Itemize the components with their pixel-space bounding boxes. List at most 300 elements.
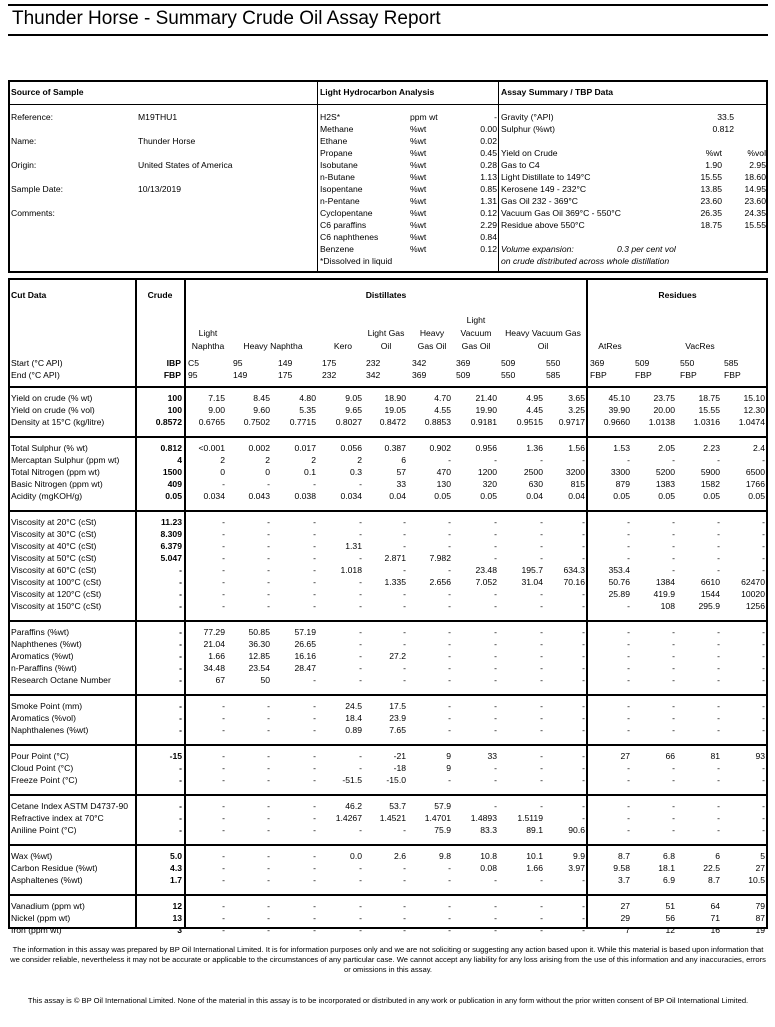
crude-value: 0.812 <box>160 443 182 453</box>
data-cell: - <box>313 565 316 575</box>
lhc-name: Methane <box>320 124 354 134</box>
row-label: Viscosity at 30°C (cSt) <box>11 529 97 539</box>
data-cell: 57.19 <box>294 627 316 637</box>
data-cell: 7.982 <box>429 553 451 563</box>
divider <box>9 104 767 105</box>
data-cell: - <box>359 601 362 611</box>
data-cell: 19 <box>755 925 765 935</box>
data-cell: 57.9 <box>434 801 451 811</box>
data-cell: - <box>540 589 543 599</box>
data-cell: 3200 <box>565 467 585 477</box>
crude-value: -15 <box>169 751 182 761</box>
data-cell: - <box>762 675 765 685</box>
data-cell: 1.66 <box>208 651 225 661</box>
lhc-value: 0.28 <box>480 160 497 170</box>
data-cell: 2.23 <box>703 443 720 453</box>
data-cell: 0.002 <box>248 443 270 453</box>
crude-value: 1.7 <box>170 875 182 885</box>
data-cell: - <box>540 801 543 811</box>
data-cell: - <box>313 589 316 599</box>
data-cell: - <box>403 901 406 911</box>
row-label: Aromatics (%vol) <box>11 713 76 723</box>
data-cell: - <box>494 663 497 673</box>
data-cell: - <box>582 775 585 785</box>
data-cell: 295.9 <box>698 601 720 611</box>
data-cell: - <box>717 529 720 539</box>
data-cell: - <box>494 553 497 563</box>
data-cell: 0.038 <box>294 491 316 501</box>
lhc-value: 0.12 <box>480 244 497 254</box>
row-label: Research Octane Number <box>11 675 111 685</box>
data-cell: 56 <box>665 913 675 923</box>
data-cell: 9 <box>446 751 451 761</box>
data-cell: 23.54 <box>248 663 270 673</box>
crude-value: - <box>179 675 182 685</box>
data-cell: - <box>359 925 362 935</box>
data-cell: - <box>627 763 630 773</box>
lhc-unit: %wt <box>410 244 427 254</box>
end-cell: 175 <box>278 370 293 380</box>
data-cell: 22.5 <box>703 863 720 873</box>
data-cell: 1.66 <box>526 863 543 873</box>
data-cell: - <box>717 639 720 649</box>
data-cell: 1582 <box>700 479 720 489</box>
data-cell: 12.85 <box>248 651 270 661</box>
data-cell: 1.53 <box>613 443 630 453</box>
data-cell: - <box>762 775 765 785</box>
data-cell: 9.00 <box>208 405 225 415</box>
data-cell: - <box>313 813 316 823</box>
data-cell: 1.018 <box>340 565 362 575</box>
data-cell: - <box>540 529 543 539</box>
tbp-name: Light Distillate to 149°C <box>501 172 591 182</box>
crude-value: - <box>179 763 182 773</box>
data-cell: - <box>222 725 225 735</box>
data-cell: 62470 <box>741 577 765 587</box>
data-cell: - <box>582 601 585 611</box>
data-cell: - <box>313 775 316 785</box>
data-cell: 9.65 <box>345 405 362 415</box>
data-cell: 1256 <box>745 601 765 611</box>
data-cell: - <box>267 875 270 885</box>
lhc-unit: %wt <box>410 160 427 170</box>
data-cell: - <box>494 455 497 465</box>
data-cell: - <box>267 775 270 785</box>
data-cell: - <box>267 529 270 539</box>
crude-value: 12 <box>172 901 182 911</box>
data-cell: 2.656 <box>429 577 451 587</box>
data-cell: - <box>222 763 225 773</box>
data-cell: - <box>717 675 720 685</box>
data-cell: - <box>403 825 406 835</box>
data-cell: 879 <box>615 479 630 489</box>
data-cell: - <box>540 627 543 637</box>
end-cell: 509 <box>456 370 471 380</box>
lhc-value: 0.00 <box>480 124 497 134</box>
data-cell: 320 <box>482 479 497 489</box>
row-label: Cetane Index ASTM D4737-90 <box>11 801 129 811</box>
lhc-name: *Dissolved in liquid <box>320 256 393 266</box>
data-cell: - <box>448 925 451 935</box>
data-cell: - <box>313 763 316 773</box>
data-cell: - <box>222 529 225 539</box>
data-cell: - <box>672 455 675 465</box>
data-cell: - <box>313 577 316 587</box>
data-cell: - <box>717 627 720 637</box>
data-cell: 5 <box>760 851 765 861</box>
data-cell: - <box>313 913 316 923</box>
expansion-label: Volume expansion: <box>501 244 574 254</box>
data-cell: - <box>448 701 451 711</box>
data-cell: - <box>222 863 225 873</box>
data-cell: - <box>359 663 362 673</box>
source-label: Name: <box>11 136 37 146</box>
data-cell: <0.001 <box>198 443 225 453</box>
data-cell: - <box>403 601 406 611</box>
column-header: Heavy Naphtha <box>243 341 303 351</box>
source-header: Source of Sample <box>11 87 84 97</box>
data-cell: - <box>448 601 451 611</box>
data-cell: 39.90 <box>608 405 630 415</box>
crude-value: 6.379 <box>160 541 182 551</box>
end-cell: 95 <box>188 370 198 380</box>
data-cell: 75.9 <box>434 825 451 835</box>
data-cell: - <box>627 541 630 551</box>
data-cell: - <box>403 663 406 673</box>
row-label: Iron (ppm wt) <box>11 925 62 935</box>
data-cell: - <box>762 663 765 673</box>
divider <box>317 81 318 272</box>
crude-value: - <box>179 651 182 661</box>
data-cell: 0.04 <box>389 491 406 501</box>
data-cell: - <box>359 751 362 761</box>
data-cell: - <box>627 639 630 649</box>
data-cell: - <box>540 517 543 527</box>
data-cell: - <box>540 601 543 611</box>
data-cell: - <box>540 763 543 773</box>
data-cell: - <box>540 639 543 649</box>
data-cell: 0.8472 <box>379 417 406 427</box>
data-cell: 9 <box>446 763 451 773</box>
data-cell: - <box>313 851 316 861</box>
data-cell: - <box>672 701 675 711</box>
lhc-value: 0.02 <box>480 136 497 146</box>
data-cell: - <box>762 813 765 823</box>
data-cell: - <box>494 763 497 773</box>
data-cell: - <box>359 627 362 637</box>
data-cell: 1.0138 <box>648 417 675 427</box>
tbp-wt: 1.90 <box>705 160 722 170</box>
data-cell: - <box>582 901 585 911</box>
expansion-value: 0.3 per cent vol <box>617 244 676 254</box>
data-cell: - <box>359 639 362 649</box>
row-label: Nickel (ppm wt) <box>11 913 71 923</box>
lhc-value: 0.84 <box>480 232 497 242</box>
data-cell: - <box>672 529 675 539</box>
data-cell: - <box>267 577 270 587</box>
data-cell: 6 <box>401 455 406 465</box>
crude-value: 100 <box>167 405 182 415</box>
data-cell: 5200 <box>655 467 675 477</box>
data-cell: - <box>267 601 270 611</box>
tbp-wt: 15.55 <box>700 172 722 182</box>
data-cell: - <box>448 589 451 599</box>
gravity-label: Gravity (°API) <box>501 112 554 122</box>
data-cell: - <box>494 713 497 723</box>
data-cell: - <box>267 751 270 761</box>
data-cell: - <box>762 639 765 649</box>
group-divider <box>9 894 767 896</box>
data-cell: - <box>672 517 675 527</box>
row-label: Vanadium (ppm wt) <box>11 901 85 911</box>
data-cell: 0.9515 <box>516 417 543 427</box>
tbp-wt: 13.85 <box>700 184 722 194</box>
data-cell: - <box>267 479 270 489</box>
end-cell: 550 <box>501 370 516 380</box>
data-cell: 6.9 <box>663 875 675 885</box>
data-cell: 77.29 <box>203 627 225 637</box>
data-cell: - <box>582 529 585 539</box>
data-cell: - <box>313 875 316 885</box>
data-cell: - <box>494 913 497 923</box>
data-cell: - <box>267 713 270 723</box>
data-cell: - <box>627 455 630 465</box>
data-cell: - <box>267 801 270 811</box>
data-cell: 8.7 <box>618 851 630 861</box>
data-cell: - <box>359 479 362 489</box>
data-cell: 0.034 <box>203 491 225 501</box>
data-cell: 57 <box>396 467 406 477</box>
lhc-name: Benzene <box>320 244 354 254</box>
data-cell: - <box>717 813 720 823</box>
data-cell: 9.58 <box>613 863 630 873</box>
data-cell: - <box>717 801 720 811</box>
data-cell: 3.97 <box>568 863 585 873</box>
data-cell: 8.7 <box>708 875 720 885</box>
end-cell: 149 <box>233 370 248 380</box>
lhc-value: 0.85 <box>480 184 497 194</box>
start-cell: 342 <box>412 358 427 368</box>
data-cell: - <box>359 763 362 773</box>
data-cell: 2500 <box>523 467 543 477</box>
column-header: Oil <box>380 341 392 351</box>
data-cell: - <box>540 663 543 673</box>
data-cell: 108 <box>660 601 675 611</box>
data-cell: - <box>267 565 270 575</box>
data-cell: 630 <box>528 479 543 489</box>
data-cell: - <box>717 701 720 711</box>
data-cell: - <box>582 913 585 923</box>
cut-data-header: Cut Data <box>11 290 47 300</box>
data-cell: 15.55 <box>698 405 720 415</box>
data-cell: 0.04 <box>568 491 585 501</box>
data-cell: 0.056 <box>340 443 362 453</box>
data-cell: - <box>448 875 451 885</box>
source-label: Sample Date: <box>11 184 64 194</box>
data-cell: - <box>359 875 362 885</box>
row-label: Naphthenes (%wt) <box>11 639 82 649</box>
data-cell: - <box>448 627 451 637</box>
end-label: End (°C API) <box>11 370 60 380</box>
data-cell: - <box>627 725 630 735</box>
data-cell: - <box>267 725 270 735</box>
data-cell: - <box>267 517 270 527</box>
data-cell: 1.5119 <box>517 813 543 823</box>
data-cell: - <box>717 651 720 661</box>
data-cell: - <box>359 913 362 923</box>
data-cell: - <box>448 913 451 923</box>
data-cell: -21 <box>393 751 406 761</box>
data-cell: 1.0316 <box>693 417 720 427</box>
data-cell: - <box>267 701 270 711</box>
col-wt: %wt <box>705 148 722 158</box>
data-cell: 0.956 <box>475 443 497 453</box>
crude-value: - <box>179 725 182 735</box>
expansion-note: on crude distributed across whole distillation <box>501 256 670 266</box>
disclaimer: The information in this assay was prepared by BP Oil International Limited. It is for information purposes only and we are not soliciting or suggesting any action based upon it. While this material is based upon information that we consider reliable, nevertheless it may not be accurate or applicable to the circumstances of any particular case. We cannot accept any liability for any loss arising from the use of this information and any inaccuracies, errors or omissions in this assay. <box>10 945 766 974</box>
row-label: Aniline Point (°C) <box>11 825 77 835</box>
data-cell: 66 <box>665 751 675 761</box>
data-cell: - <box>582 541 585 551</box>
group-divider <box>9 620 767 622</box>
data-cell: - <box>222 565 225 575</box>
data-cell: 36.30 <box>248 639 270 649</box>
data-cell: - <box>582 553 585 563</box>
data-cell: 24.5 <box>345 701 362 711</box>
data-cell: 27 <box>620 751 630 761</box>
data-cell: - <box>672 775 675 785</box>
data-cell: 0.3 <box>350 467 362 477</box>
crude-value: 0.8572 <box>155 417 182 427</box>
data-cell: 1.56 <box>568 443 585 453</box>
source-label: Reference: <box>11 112 54 122</box>
row-label: Naphthalenes (%wt) <box>11 725 89 735</box>
row-label: n-Paraffins (%wt) <box>11 663 77 673</box>
sulphur-value: 0.812 <box>712 124 734 134</box>
crude-value: 13 <box>172 913 182 923</box>
data-cell: 815 <box>570 479 585 489</box>
lhc-unit: %wt <box>410 220 427 230</box>
data-cell: - <box>762 825 765 835</box>
data-cell: - <box>762 529 765 539</box>
title-bar <box>8 4 768 36</box>
data-cell: 70.16 <box>563 577 585 587</box>
data-cell: - <box>762 553 765 563</box>
data-cell: - <box>540 541 543 551</box>
data-cell: 1.4521 <box>379 813 406 823</box>
data-cell: 2 <box>220 455 225 465</box>
data-cell: - <box>627 825 630 835</box>
data-cell: - <box>762 713 765 723</box>
data-cell: - <box>403 913 406 923</box>
data-cell: - <box>717 763 720 773</box>
data-cell: 18.4 <box>345 713 362 723</box>
data-cell: 1383 <box>655 479 675 489</box>
tbp-name: Gas Oil 232 - 369°C <box>501 196 578 206</box>
row-label: Density at 15°C (kg/litre) <box>11 417 105 427</box>
data-cell: - <box>717 663 720 673</box>
data-cell: 7.052 <box>475 577 497 587</box>
data-cell: - <box>717 455 720 465</box>
data-cell: 1.0474 <box>738 417 765 427</box>
data-cell: - <box>494 725 497 735</box>
data-cell: - <box>267 913 270 923</box>
row-label: Viscosity at 20°C (cSt) <box>11 517 97 527</box>
group-divider <box>9 744 767 746</box>
data-cell: - <box>627 663 630 673</box>
data-cell: - <box>672 541 675 551</box>
data-cell: 21.40 <box>475 393 497 403</box>
data-cell: 16.16 <box>294 651 316 661</box>
row-label: Yield on crude (% wt) <box>11 393 93 403</box>
data-cell: - <box>494 651 497 661</box>
data-cell: 50.85 <box>248 627 270 637</box>
data-cell: 21.04 <box>203 639 225 649</box>
data-cell: - <box>222 813 225 823</box>
data-cell: - <box>540 901 543 911</box>
data-cell: - <box>267 825 270 835</box>
data-cell: - <box>494 925 497 935</box>
data-cell: - <box>494 529 497 539</box>
data-cell: 87 <box>755 913 765 923</box>
data-cell: - <box>313 517 316 527</box>
data-cell: 0.6765 <box>198 417 225 427</box>
data-cell: 12.30 <box>743 405 765 415</box>
data-cell: 3.25 <box>568 405 585 415</box>
data-cell: - <box>448 541 451 551</box>
data-cell: - <box>494 801 497 811</box>
data-cell: 0.05 <box>748 491 765 501</box>
data-cell: - <box>717 565 720 575</box>
crude-value: 3 <box>177 925 182 935</box>
data-cell: - <box>672 725 675 735</box>
data-cell: 46.2 <box>345 801 362 811</box>
data-cell: 51 <box>665 901 675 911</box>
data-cell: - <box>448 663 451 673</box>
data-cell: - <box>540 875 543 885</box>
row-label: Viscosity at 100°C (cSt) <box>11 577 102 587</box>
crude-value: - <box>179 589 182 599</box>
data-cell: 2.6 <box>394 851 406 861</box>
data-cell: 0.9717 <box>558 417 585 427</box>
column-header: Heavy <box>419 328 445 338</box>
start-cell: 369 <box>456 358 471 368</box>
data-cell: 23.9 <box>389 713 406 723</box>
data-cell: 89.1 <box>526 825 543 835</box>
data-cell: - <box>267 541 270 551</box>
data-cell: 19.05 <box>384 405 406 415</box>
tbp-name: Vacuum Gas Oil 369°C - 550°C <box>501 208 621 218</box>
column-header: Oil <box>537 341 549 351</box>
column-header: Kero <box>333 341 353 351</box>
data-cell: 19.90 <box>475 405 497 415</box>
data-cell: 7.65 <box>389 725 406 735</box>
data-cell: - <box>582 639 585 649</box>
data-cell: 27.2 <box>389 651 406 661</box>
data-cell: - <box>494 901 497 911</box>
data-cell: 7.15 <box>208 393 225 403</box>
column-header: Light <box>198 328 218 338</box>
row-label: Carbon Residue (%wt) <box>11 863 98 873</box>
data-cell: - <box>222 713 225 723</box>
data-cell: 3300 <box>610 467 630 477</box>
data-cell: 2.05 <box>658 443 675 453</box>
data-cell: - <box>762 455 765 465</box>
data-cell: - <box>717 541 720 551</box>
gravity-value: 33.5 <box>717 112 734 122</box>
data-cell: - <box>403 639 406 649</box>
crude-value: 8.309 <box>160 529 182 539</box>
